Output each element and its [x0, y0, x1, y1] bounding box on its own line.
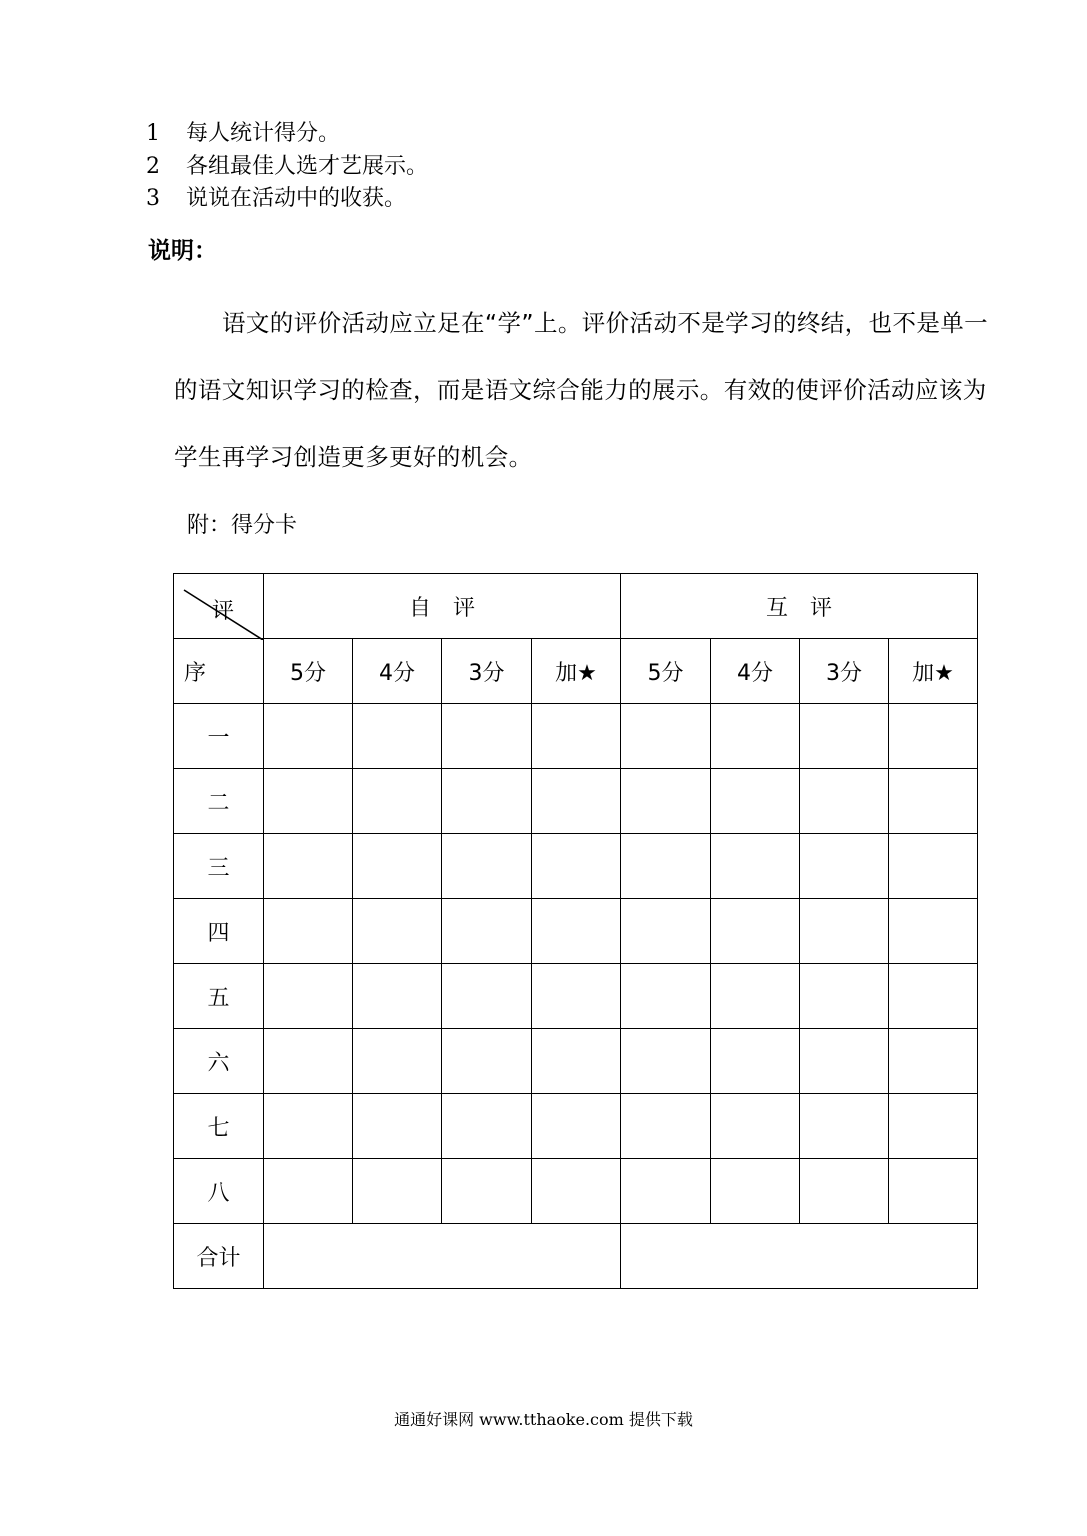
col-header: 5分 [264, 639, 353, 704]
score-cell [442, 704, 532, 769]
appendix-label: 附：得分卡 [187, 513, 298, 538]
row-label: 七 [174, 1094, 264, 1159]
score-cell [264, 899, 353, 964]
list-text: 各组最佳人选才艺展示。 [186, 153, 429, 179]
score-cell [889, 1094, 978, 1159]
score-cell [621, 704, 711, 769]
score-cell [889, 834, 978, 899]
table-corner-cell [174, 574, 264, 639]
score-cell [800, 1029, 889, 1094]
step-list [146, 118, 428, 216]
score-cell [532, 769, 621, 834]
row-label: 二 [174, 769, 264, 834]
score-card-table [173, 573, 978, 1289]
list-item [146, 118, 428, 151]
list-number: 2 [146, 153, 160, 179]
peer-total-cell [621, 1224, 978, 1289]
row-label: 三 [174, 834, 264, 899]
row-label: 八 [174, 1159, 264, 1224]
list-text: 每人统计得分。 [186, 121, 341, 146]
score-cell [532, 704, 621, 769]
score-cell [353, 1159, 442, 1224]
section-title: 说明： [148, 238, 217, 264]
total-label: 合计 [174, 1224, 264, 1289]
score-cell [621, 899, 711, 964]
list-item [146, 151, 428, 184]
score-cell [532, 1094, 621, 1159]
score-cell [800, 769, 889, 834]
score-cell [353, 964, 442, 1029]
score-cell [353, 704, 442, 769]
score-cell [264, 964, 353, 1029]
col-header: 加★ [889, 639, 978, 704]
score-cell [264, 834, 353, 899]
score-cell [800, 704, 889, 769]
peer-eval-header: 互 评 [621, 574, 978, 639]
score-cell [889, 1029, 978, 1094]
score-cell [264, 1029, 353, 1094]
table-row [174, 1029, 978, 1094]
score-cell [711, 1029, 800, 1094]
list-item [146, 183, 428, 216]
score-cell [621, 964, 711, 1029]
score-cell [621, 769, 711, 834]
score-cell [532, 1159, 621, 1224]
score-cell [711, 834, 800, 899]
score-cell [711, 769, 800, 834]
score-cell [621, 1159, 711, 1224]
col-header: 4分 [353, 639, 442, 704]
self-total-cell [264, 1224, 621, 1289]
list-number: 1 [146, 121, 160, 146]
score-cell [889, 964, 978, 1029]
col-header: 3分 [800, 639, 889, 704]
score-cell [442, 769, 532, 834]
score-cell [711, 704, 800, 769]
score-cell [353, 769, 442, 834]
table-row [174, 964, 978, 1029]
score-cell [442, 899, 532, 964]
score-cell [889, 769, 978, 834]
score-cell [800, 899, 889, 964]
score-cell [264, 769, 353, 834]
table-row [174, 769, 978, 834]
score-cell [711, 899, 800, 964]
score-cell [442, 964, 532, 1029]
col-header: 4分 [711, 639, 800, 704]
score-cell [442, 1029, 532, 1094]
table-row [174, 899, 978, 964]
score-cell [711, 964, 800, 1029]
table-row [174, 1159, 978, 1224]
score-cell [621, 1029, 711, 1094]
score-cell [353, 899, 442, 964]
table-row [174, 834, 978, 899]
explanation-paragraph: 语文的评价活动应立足在“学”上。评价活动不是学习的终结，也不是单一的语文知识学习的检查，而是语文综合能力的展示。有效的使评价活动应该为学生再学习创造更多更好的机会。 [174, 309, 989, 471]
score-cell [353, 834, 442, 899]
row-label: 四 [174, 899, 264, 964]
col-header: 加★ [532, 639, 621, 704]
score-cell [889, 704, 978, 769]
score-cell [264, 1094, 353, 1159]
score-cell [442, 1094, 532, 1159]
table-row [174, 1094, 978, 1159]
score-cell [264, 704, 353, 769]
score-cell [800, 834, 889, 899]
score-cell [353, 1094, 442, 1159]
score-cell [711, 1159, 800, 1224]
score-cell [264, 1159, 353, 1224]
col-header: 5分 [621, 639, 711, 704]
col-header: 3分 [442, 639, 532, 704]
score-cell [621, 834, 711, 899]
score-cell [711, 1094, 800, 1159]
score-cell [532, 899, 621, 964]
row-label: 一 [174, 704, 264, 769]
list-text: 说说在活动中的收获。 [186, 186, 407, 211]
table-row [174, 704, 978, 769]
score-cell [353, 1029, 442, 1094]
footer-text: 通通好课网 www.tthaoke.com 提供下载 [394, 1410, 693, 1429]
row-label: 六 [174, 1029, 264, 1094]
score-cell [442, 834, 532, 899]
total-row [174, 1224, 978, 1289]
corner-bottom-label: 序 [174, 639, 264, 704]
score-cell [532, 964, 621, 1029]
score-cell [800, 1094, 889, 1159]
score-cell [621, 1094, 711, 1159]
score-cell [532, 834, 621, 899]
self-eval-header: 自 评 [264, 574, 621, 639]
row-label: 五 [174, 964, 264, 1029]
score-cell [800, 964, 889, 1029]
score-cell [800, 1159, 889, 1224]
score-cell [532, 1029, 621, 1094]
score-cell [889, 1159, 978, 1224]
corner-top-label: 评 [212, 599, 235, 624]
list-number: 3 [146, 186, 160, 211]
score-cell [889, 899, 978, 964]
score-cell [442, 1159, 532, 1224]
